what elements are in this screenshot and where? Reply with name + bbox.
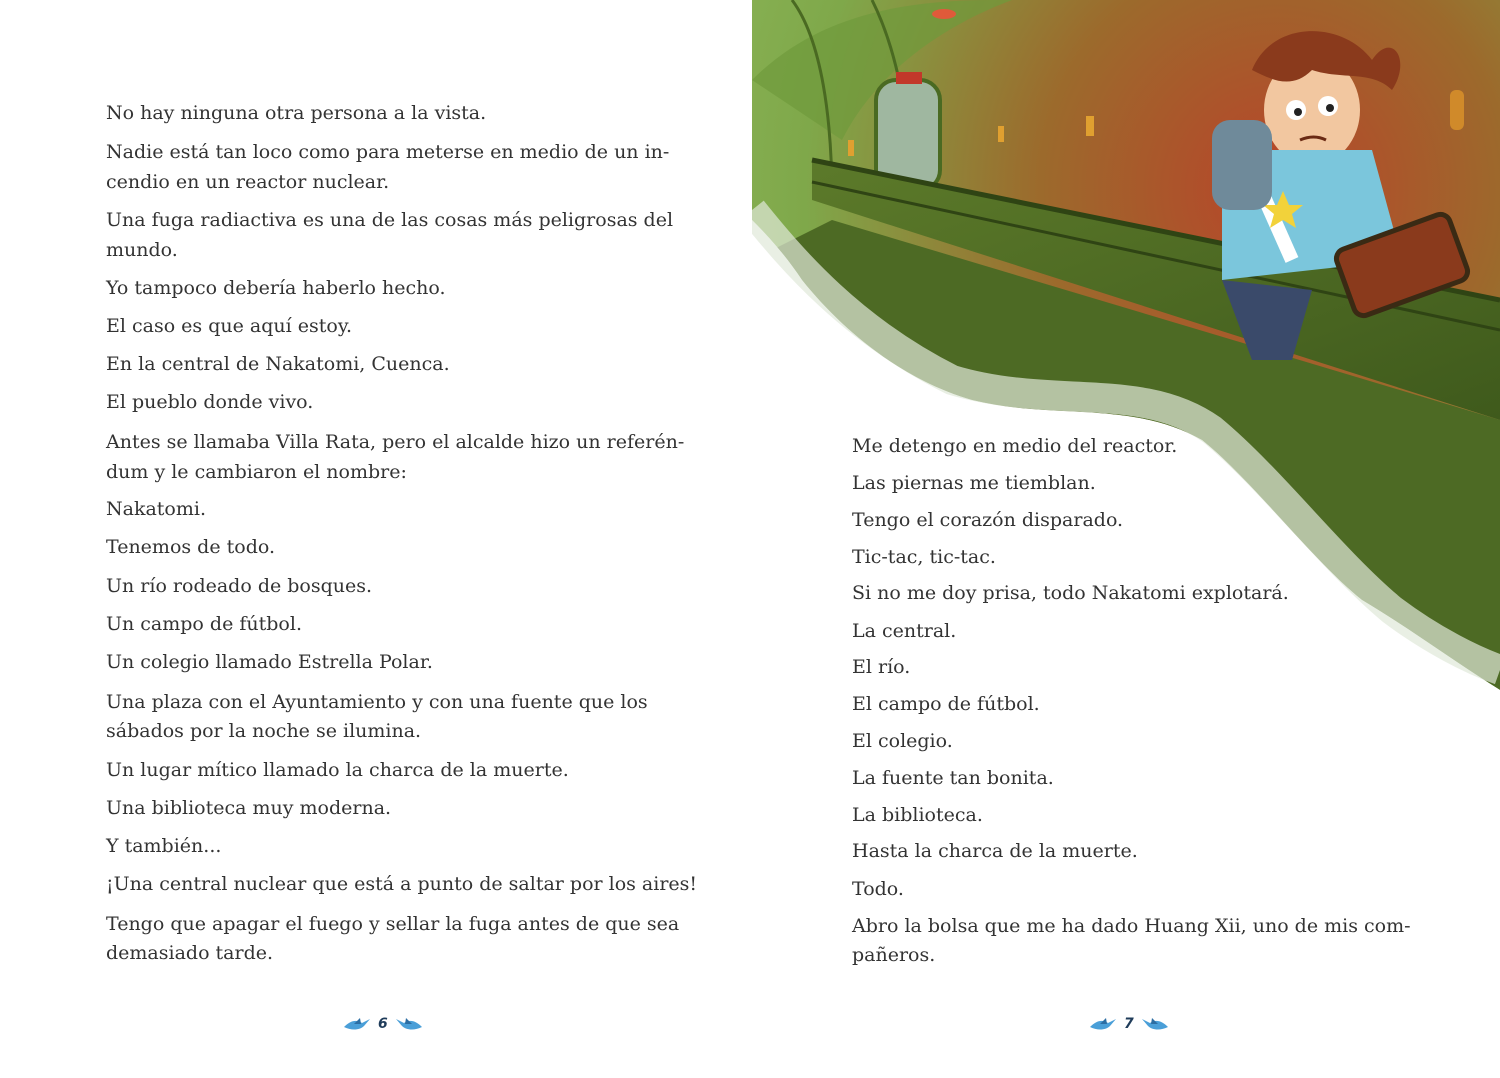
paragraph-line: Abro la bolsa que me ha dado Huang Xii, uno de mis com- [852, 915, 1411, 937]
bird-icon [394, 1015, 424, 1033]
paragraph-line: demasiado tarde. [106, 942, 274, 964]
bird-icon [1140, 1015, 1170, 1033]
paragraph: El caso es que aquí estoy. [106, 315, 353, 337]
paragraph-line: dum y le cambiaron el nombre: [106, 461, 407, 483]
paragraph: ¡Una central nuclear que está a punto de saltar por los aires! [106, 873, 698, 895]
paragraph: Nakatomi. [106, 498, 207, 520]
paragraph: Y también... [106, 835, 222, 857]
paragraph: El río. [852, 656, 911, 678]
paragraph: Hasta la charca de la muerte. [852, 840, 1138, 862]
reactor-corridor-illustration [752, 0, 1500, 760]
page-number: 6 [378, 1016, 388, 1032]
paragraph: No hay ninguna otra persona a la vista. [106, 102, 487, 124]
bird-icon [342, 1015, 372, 1033]
paragraph: Las piernas me tiemblan. [852, 472, 1096, 494]
paragraph-line: Nadie está tan loco como para meterse en medio de un in- [106, 141, 670, 163]
paragraph: La central. [852, 620, 957, 642]
page-number-right [1088, 1012, 1170, 1036]
paragraph-line: pañeros. [852, 944, 936, 966]
paragraph: El colegio. [852, 730, 953, 752]
paragraph: El campo de fútbol. [852, 693, 1040, 715]
paragraph: Me detengo en medio del reactor. [852, 435, 1178, 457]
paragraph: Una biblioteca muy moderna. [106, 797, 392, 819]
paragraph-line: Una fuga radiactiva es una de las cosas más peligrosas del [106, 209, 674, 231]
paragraph: El pueblo donde vivo. [106, 391, 314, 413]
paragraph-line: mundo. [106, 239, 178, 261]
paragraph: Un campo de fútbol. [106, 613, 302, 635]
paragraph: Tic-tac, tic-tac. [852, 546, 996, 568]
paragraph-line: sábados por la noche se ilumina. [106, 720, 422, 742]
paragraph: En la central de Nakatomi, Cuenca. [106, 353, 450, 375]
paragraph-line: cendio en un reactor nuclear. [106, 171, 390, 193]
bird-icon [1088, 1015, 1118, 1033]
paragraph-line: Una plaza con el Ayuntamiento y con una fuente que los [106, 691, 648, 713]
paragraph: Todo. [852, 878, 904, 900]
paragraph: Tengo el corazón disparado. [852, 509, 1124, 531]
paragraph: Un río rodeado de bosques. [106, 575, 373, 597]
paragraph: La biblioteca. [852, 804, 983, 826]
paragraph-line: Antes se llamaba Villa Rata, pero el alcalde hizo un referén- [106, 431, 685, 453]
page-number-left [342, 1012, 424, 1036]
page-number: 7 [1124, 1016, 1134, 1032]
paragraph-line: Tengo que apagar el fuego y sellar la fuga antes de que sea [106, 913, 680, 935]
right-page [752, 0, 1500, 1078]
paragraph: Un lugar mítico llamado la charca de la muerte. [106, 759, 569, 781]
paragraph: Un colegio llamado Estrella Polar. [106, 651, 433, 673]
paragraph: La fuente tan bonita. [852, 767, 1054, 789]
paragraph: Tenemos de todo. [106, 536, 275, 558]
paragraph: Yo tampoco debería haberlo hecho. [106, 277, 446, 299]
paragraph: Si no me doy prisa, todo Nakatomi explotará. [852, 582, 1289, 604]
